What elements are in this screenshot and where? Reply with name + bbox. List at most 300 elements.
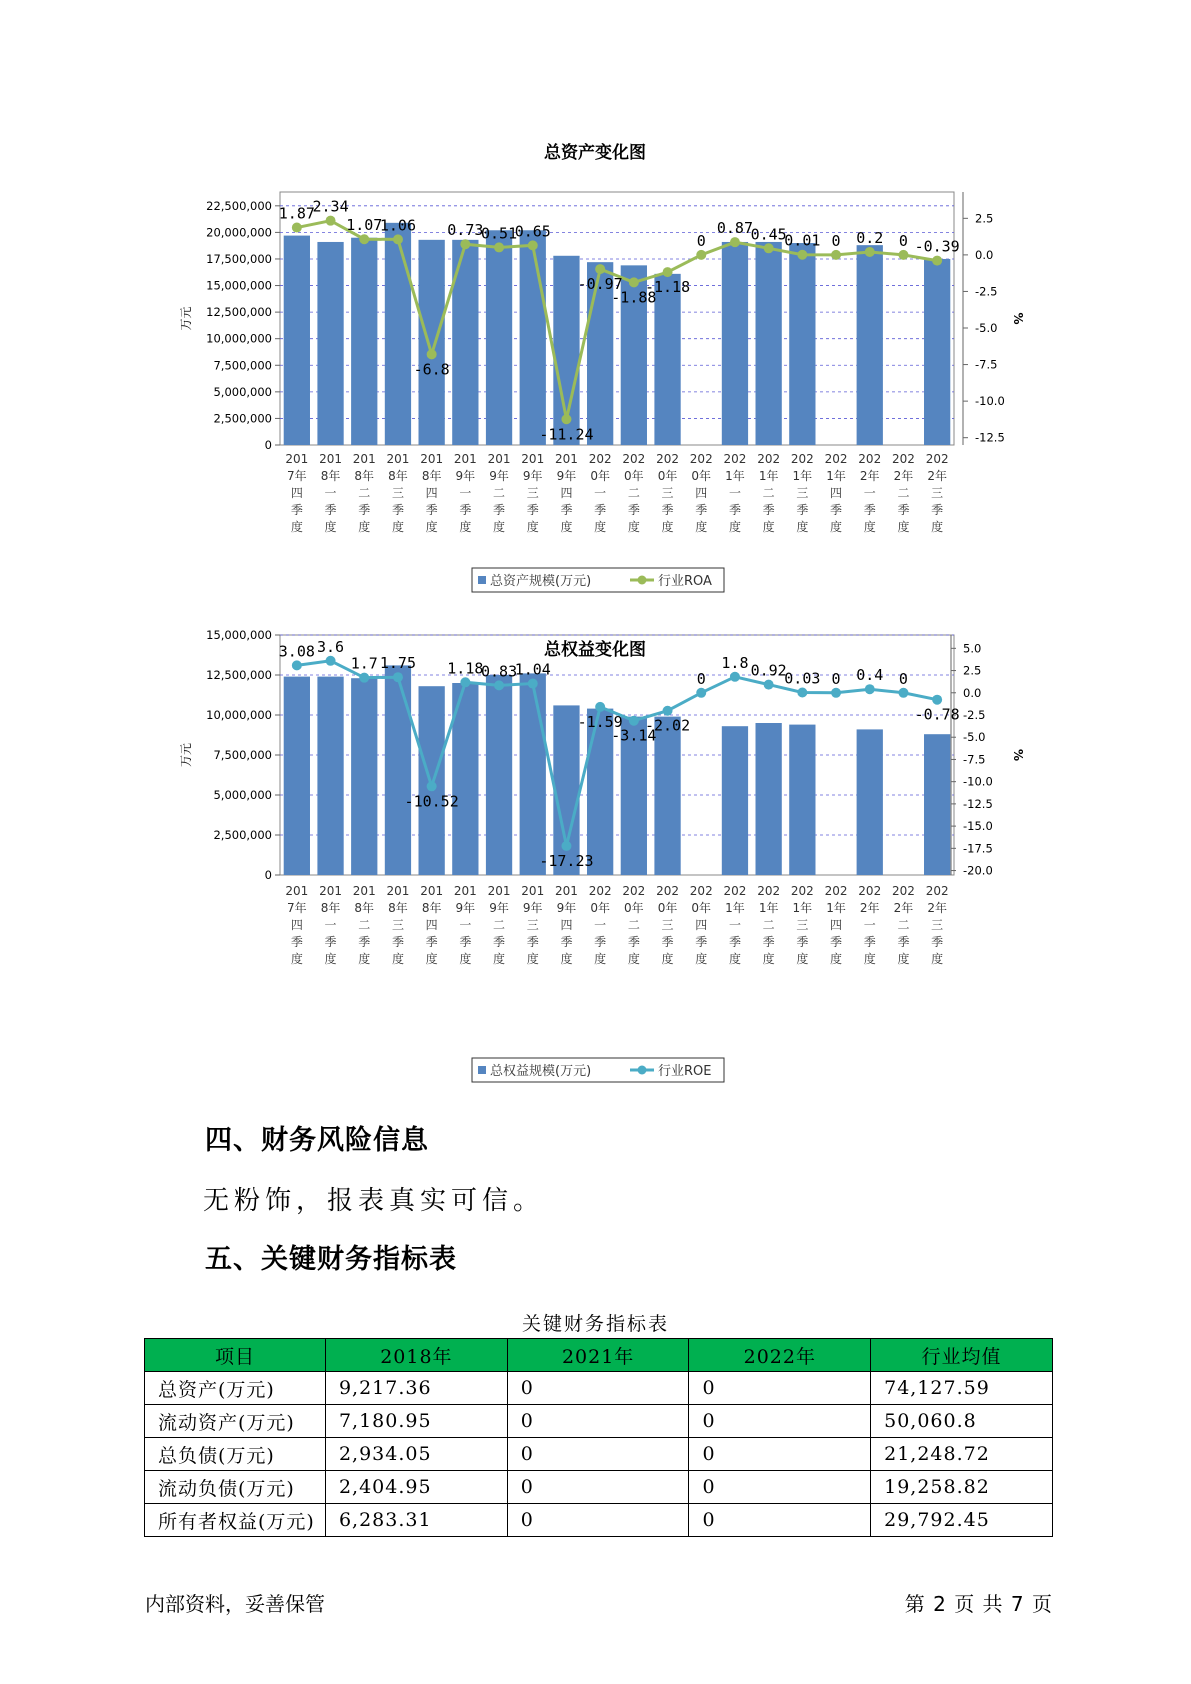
category-label: 202 <box>689 884 713 898</box>
category-label: 2年 <box>927 901 947 915</box>
footer-confidential: 内部资料，妥善保管 <box>145 1592 325 1616</box>
category-label: 季 <box>459 503 472 517</box>
table-cell: 总资产(万元) <box>145 1372 326 1405</box>
category-label: 9年 <box>455 901 476 915</box>
category-label: 二 <box>897 486 910 500</box>
category-label: 度 <box>627 952 640 966</box>
line-point <box>292 660 302 670</box>
point-label: -10.52 <box>404 792 459 811</box>
left-tick-label: 12,500,000 <box>206 305 272 320</box>
category-label: 1年 <box>758 901 779 915</box>
bar <box>385 665 411 875</box>
bar <box>654 717 680 875</box>
right-tick-label: -5.0 <box>975 321 998 336</box>
category-label: 季 <box>863 935 876 949</box>
category-label: 度 <box>931 520 944 534</box>
category-label: 度 <box>830 952 843 966</box>
line-point <box>898 688 908 698</box>
table-cell: 74,127.59 <box>871 1372 1053 1405</box>
category-label: 季 <box>425 503 438 517</box>
category-label: 三 <box>526 918 539 932</box>
category-label: 四 <box>560 918 573 932</box>
header-item: 项目 <box>145 1339 326 1372</box>
category-label: 季 <box>493 935 506 949</box>
category-label: 202 <box>790 884 814 898</box>
category-label: 202 <box>757 452 781 466</box>
left-tick-label: 2,500,000 <box>213 411 272 426</box>
category-label: 0年 <box>657 469 678 483</box>
header-industry-avg: 行业均值 <box>871 1339 1053 1372</box>
category-label: 202 <box>891 452 915 466</box>
category-label: 202 <box>656 884 680 898</box>
category-label: 季 <box>526 935 539 949</box>
key-financial-table <box>144 1338 1053 1537</box>
legend <box>472 1058 724 1082</box>
category-label: 7年 <box>287 901 307 915</box>
point-label: 0 <box>831 231 841 250</box>
line-point <box>528 240 538 250</box>
line-point <box>663 706 673 716</box>
left-axis-label: 万元 <box>179 306 193 331</box>
line-point <box>326 656 336 666</box>
category-label: 季 <box>931 503 944 517</box>
right-tick-label: -15.0 <box>963 819 993 834</box>
right-tick-label: -5.0 <box>963 730 986 745</box>
category-label: 201 <box>554 452 578 466</box>
table-row <box>145 1471 1053 1504</box>
total-assets-chart-svg <box>0 120 1191 600</box>
category-label: 201 <box>420 884 444 898</box>
point-label: 0.83 <box>480 662 518 681</box>
category-label: 201 <box>453 452 477 466</box>
category-label: 三 <box>796 918 809 932</box>
left-tick-label: 0 <box>264 868 272 882</box>
table-cell: 0 <box>507 1471 689 1504</box>
left-tick-label: 12,500,000 <box>206 668 272 682</box>
category-label: 度 <box>627 520 640 534</box>
category-label: 8年 <box>320 469 341 483</box>
category-label: 季 <box>728 935 741 949</box>
category-label: 8年 <box>388 469 408 483</box>
line-point <box>326 216 336 226</box>
left-axis-label: 万元 <box>179 742 193 768</box>
table-row <box>145 1504 1053 1537</box>
right-tick-label: -10.0 <box>963 774 993 789</box>
section5-heading: 五、关键财务指标表 <box>205 1244 457 1275</box>
category-label: 202 <box>622 452 646 466</box>
table-cell: 流动负债(万元) <box>145 1471 326 1504</box>
category-label: 三 <box>391 918 404 932</box>
point-label: 0.65 <box>514 222 551 241</box>
category-label: 度 <box>493 952 506 966</box>
table-cell: 0 <box>689 1471 871 1504</box>
category-label: 202 <box>622 884 646 898</box>
right-tick-label: 0.0 <box>975 247 994 262</box>
category-label: 202 <box>656 452 680 466</box>
category-label: 四 <box>290 918 303 932</box>
table-cell: 6,283.31 <box>325 1504 507 1537</box>
left-tick-label: 2,500,000 <box>213 828 272 842</box>
bar <box>317 242 343 445</box>
point-label: -1.18 <box>644 278 691 297</box>
category-label: 度 <box>425 520 438 534</box>
category-label: 201 <box>420 452 444 466</box>
category-label: 二 <box>627 486 640 500</box>
category-label: 度 <box>459 952 472 966</box>
category-label: 0年 <box>590 469 610 483</box>
category-label: 一 <box>459 918 472 932</box>
category-label: 季 <box>661 935 674 949</box>
line-point <box>898 250 908 260</box>
category-label: 季 <box>931 935 944 949</box>
bar <box>284 677 310 875</box>
point-label: 0.03 <box>784 669 821 688</box>
line-point <box>764 680 774 690</box>
category-label: 9年 <box>522 901 543 915</box>
chart-title: 总资产变化图 <box>544 143 646 163</box>
bar <box>857 245 883 445</box>
line-point <box>730 672 740 682</box>
legend-bar-label: 总权益规模(万元) <box>490 1064 592 1079</box>
line-point <box>730 237 740 247</box>
category-label: 度 <box>796 952 809 966</box>
category-label: 度 <box>324 952 337 966</box>
line-point <box>427 349 437 359</box>
category-label: 9年 <box>522 469 543 483</box>
left-tick-label: 5,000,000 <box>213 788 272 802</box>
table-row <box>145 1372 1053 1405</box>
category-label: 9年 <box>489 469 509 483</box>
category-label: 季 <box>695 935 708 949</box>
category-label: 0年 <box>657 901 678 915</box>
line-point <box>663 267 673 277</box>
table-cell: 2,934.05 <box>325 1438 507 1471</box>
bar <box>857 729 883 875</box>
category-label: 度 <box>863 520 876 534</box>
category-label: 度 <box>425 952 438 966</box>
table-caption: 关键财务指标表 <box>521 1313 669 1335</box>
table-cell: 0 <box>689 1438 871 1471</box>
category-label: 二 <box>762 918 775 932</box>
point-label: 0.87 <box>716 219 754 238</box>
line-point <box>595 702 605 712</box>
category-label: 季 <box>290 935 303 949</box>
bar <box>385 223 411 445</box>
category-label: 度 <box>762 952 775 966</box>
line-point <box>797 688 807 698</box>
legend-bar-label: 总资产规模(万元) <box>490 574 592 589</box>
point-label: -0.78 <box>914 705 960 724</box>
line-point <box>460 677 470 687</box>
bar <box>284 236 310 445</box>
category-label: 202 <box>925 452 949 466</box>
left-tick-label: 7,500,000 <box>213 748 272 762</box>
category-label: 201 <box>386 452 410 466</box>
right-axis-label: % <box>1011 748 1025 762</box>
chart-title: 总权益变化图 <box>544 640 646 660</box>
table-cell: 50,060.8 <box>871 1405 1053 1438</box>
bar <box>722 726 748 875</box>
category-label: 度 <box>594 520 607 534</box>
category-label: 201 <box>352 452 376 466</box>
point-label: -11.24 <box>539 425 594 444</box>
category-label: 季 <box>695 503 708 517</box>
category-label: 四 <box>830 918 843 932</box>
category-label: 四 <box>425 918 438 932</box>
category-label: 四 <box>290 486 303 500</box>
point-label: 0.73 <box>447 221 484 240</box>
point-label: 0.51 <box>480 224 518 243</box>
category-label: 季 <box>863 503 876 517</box>
category-label: 季 <box>290 503 303 517</box>
category-label: 9年 <box>455 469 476 483</box>
footer-page-number: 第 2 页 共 7 页 <box>904 1592 1053 1616</box>
category-label: 一 <box>728 918 741 932</box>
table-header-row <box>145 1339 1053 1372</box>
table-row <box>145 1438 1053 1471</box>
legend-bar-swatch <box>478 576 486 584</box>
category-label: 度 <box>931 952 944 966</box>
point-label: 0 <box>696 231 706 250</box>
line-point <box>494 242 504 252</box>
category-label: 1年 <box>826 901 846 915</box>
bar <box>419 240 445 445</box>
category-label: 201 <box>554 884 578 898</box>
category-label: 201 <box>285 884 309 898</box>
point-label: 0.92 <box>750 661 787 680</box>
category-label: 季 <box>762 935 775 949</box>
category-label: 季 <box>762 503 775 517</box>
bar <box>924 734 950 875</box>
point-label: 3.6 <box>317 637 345 656</box>
category-label: 202 <box>858 452 882 466</box>
category-label: 8年 <box>388 901 408 915</box>
category-label: 度 <box>290 952 303 966</box>
category-label: 季 <box>830 503 843 517</box>
table-cell: 0 <box>507 1504 689 1537</box>
category-label: 202 <box>723 452 747 466</box>
category-label: 1年 <box>758 469 779 483</box>
category-label: 度 <box>762 520 775 534</box>
point-label: -6.8 <box>413 360 450 379</box>
bar <box>756 723 782 875</box>
legend-line-label: 行业ROA <box>658 574 712 589</box>
category-label: 一 <box>459 486 472 500</box>
category-label: 四 <box>425 486 438 500</box>
category-label: 三 <box>931 486 944 500</box>
left-tick-label: 15,000,000 <box>206 278 272 293</box>
category-label: 季 <box>425 935 438 949</box>
bar <box>520 230 546 445</box>
category-label: 2年 <box>859 469 880 483</box>
category-label: 四 <box>695 486 708 500</box>
point-label: 1.18 <box>447 659 484 678</box>
category-label: 度 <box>391 520 404 534</box>
category-label: 201 <box>352 884 376 898</box>
category-label: 二 <box>493 486 506 500</box>
right-tick-label: -12.5 <box>963 796 993 811</box>
section4-heading: 四、财务风险信息 <box>205 1125 429 1156</box>
table-cell: 9,217.36 <box>325 1372 507 1405</box>
table-cell: 所有者权益(万元) <box>145 1504 326 1537</box>
line-point <box>595 264 605 274</box>
category-label: 一 <box>324 486 337 500</box>
category-label: 季 <box>796 935 809 949</box>
right-tick-label: -2.5 <box>975 284 998 299</box>
category-label: 季 <box>627 503 640 517</box>
line-point <box>359 673 369 683</box>
category-label: 201 <box>521 884 545 898</box>
bar <box>756 242 782 445</box>
header-2022: 2022年 <box>689 1339 871 1372</box>
bar <box>520 673 546 875</box>
category-label: 201 <box>521 452 545 466</box>
category-label: 三 <box>661 918 674 932</box>
point-label: -2.02 <box>644 716 691 735</box>
left-tick-label: 5,000,000 <box>213 384 272 399</box>
line-point <box>561 841 571 851</box>
line-point <box>629 277 639 287</box>
legend <box>472 568 724 592</box>
category-label: 0年 <box>590 901 610 915</box>
category-label: 二 <box>762 486 775 500</box>
category-label: 度 <box>324 520 337 534</box>
category-label: 度 <box>661 952 674 966</box>
category-label: 一 <box>594 486 607 500</box>
section4-body: 无粉饰，报表真实可信。 <box>203 1186 545 1216</box>
category-label: 202 <box>824 884 848 898</box>
category-label: 度 <box>358 952 371 966</box>
category-label: 季 <box>728 503 741 517</box>
right-tick-label: -12.5 <box>975 430 1005 445</box>
category-label: 202 <box>588 884 612 898</box>
bar <box>486 230 512 445</box>
left-tick-label: 10,000,000 <box>206 708 272 722</box>
point-label: 1.75 <box>379 654 417 673</box>
category-label: 1年 <box>826 469 846 483</box>
category-label: 201 <box>487 452 511 466</box>
bar <box>587 709 613 875</box>
category-label: 度 <box>661 520 674 534</box>
point-label: -3.14 <box>611 726 657 745</box>
total-equity-chart <box>0 615 1191 1095</box>
category-label: 202 <box>723 884 747 898</box>
table-cell: 0 <box>689 1372 871 1405</box>
category-label: 202 <box>588 452 612 466</box>
category-label: 度 <box>358 520 371 534</box>
category-label: 度 <box>830 520 843 534</box>
category-label: 度 <box>796 520 809 534</box>
category-label: 202 <box>858 884 882 898</box>
category-label: 季 <box>897 503 910 517</box>
point-label: 0.01 <box>784 231 821 250</box>
category-label: 季 <box>391 935 404 949</box>
total-equity-chart-svg <box>0 615 1191 1095</box>
right-tick-label: -10.0 <box>975 394 1005 409</box>
category-label: 季 <box>830 935 843 949</box>
right-tick-label: -20.0 <box>963 863 993 878</box>
right-tick-label: -7.5 <box>975 357 998 372</box>
category-label: 8年 <box>421 901 442 915</box>
category-label: 202 <box>790 452 814 466</box>
point-label: -17.23 <box>539 851 594 870</box>
bar <box>486 675 512 875</box>
category-label: 0年 <box>691 901 712 915</box>
category-label: 三 <box>931 918 944 932</box>
category-label: 度 <box>526 520 539 534</box>
point-label: -0.97 <box>577 275 623 294</box>
table-cell: 0 <box>689 1405 871 1438</box>
category-label: 二 <box>627 918 640 932</box>
right-tick-label: 0.0 <box>963 685 982 700</box>
category-label: 度 <box>594 952 607 966</box>
table-row <box>145 1405 1053 1438</box>
category-label: 一 <box>863 918 876 932</box>
bar <box>317 677 343 875</box>
line-point <box>932 695 942 705</box>
bar <box>654 274 680 445</box>
point-label: 0 <box>898 669 908 688</box>
left-tick-label: 7,500,000 <box>213 358 272 373</box>
category-label: 度 <box>863 952 876 966</box>
table-cell: 0 <box>507 1438 689 1471</box>
line-point <box>528 679 538 689</box>
bar <box>924 259 950 445</box>
table-cell: 29,792.45 <box>871 1504 1053 1537</box>
category-label: 202 <box>689 452 713 466</box>
category-label: 7年 <box>287 469 307 483</box>
category-label: 201 <box>319 452 343 466</box>
category-label: 度 <box>695 952 708 966</box>
legend-bar-swatch <box>478 1066 486 1074</box>
category-label: 201 <box>319 884 343 898</box>
category-label: 9年 <box>556 469 577 483</box>
line-point <box>427 781 437 791</box>
point-label: 1.87 <box>278 204 315 223</box>
left-tick-label: 10,000,000 <box>206 331 272 346</box>
category-label: 201 <box>386 884 410 898</box>
table-cell: 7,180.95 <box>325 1405 507 1438</box>
category-label: 度 <box>695 520 708 534</box>
category-label: 三 <box>391 486 404 500</box>
bar <box>722 242 748 445</box>
category-label: 季 <box>358 503 371 517</box>
table-cell: 流动资产(万元) <box>145 1405 326 1438</box>
category-label: 季 <box>627 935 640 949</box>
category-label: 季 <box>324 935 337 949</box>
category-label: 8年 <box>320 901 341 915</box>
category-label: 8年 <box>421 469 442 483</box>
category-label: 季 <box>796 503 809 517</box>
header-2018: 2018年 <box>325 1339 507 1372</box>
table-cell: 0 <box>507 1405 689 1438</box>
category-label: 度 <box>493 520 506 534</box>
right-tick-label: -17.5 <box>963 841 993 856</box>
category-label: 季 <box>560 503 573 517</box>
category-label: 度 <box>897 520 910 534</box>
point-label: 1.7 <box>350 654 378 673</box>
table-cell: 2,404.95 <box>325 1471 507 1504</box>
category-label: 四 <box>560 486 573 500</box>
category-label: 1年 <box>725 469 745 483</box>
line-point <box>393 234 403 244</box>
point-label: -1.59 <box>577 712 623 731</box>
category-label: 9年 <box>556 901 577 915</box>
category-label: 9年 <box>489 901 509 915</box>
category-label: 0年 <box>691 469 712 483</box>
line-point <box>696 688 706 698</box>
category-label: 季 <box>324 503 337 517</box>
